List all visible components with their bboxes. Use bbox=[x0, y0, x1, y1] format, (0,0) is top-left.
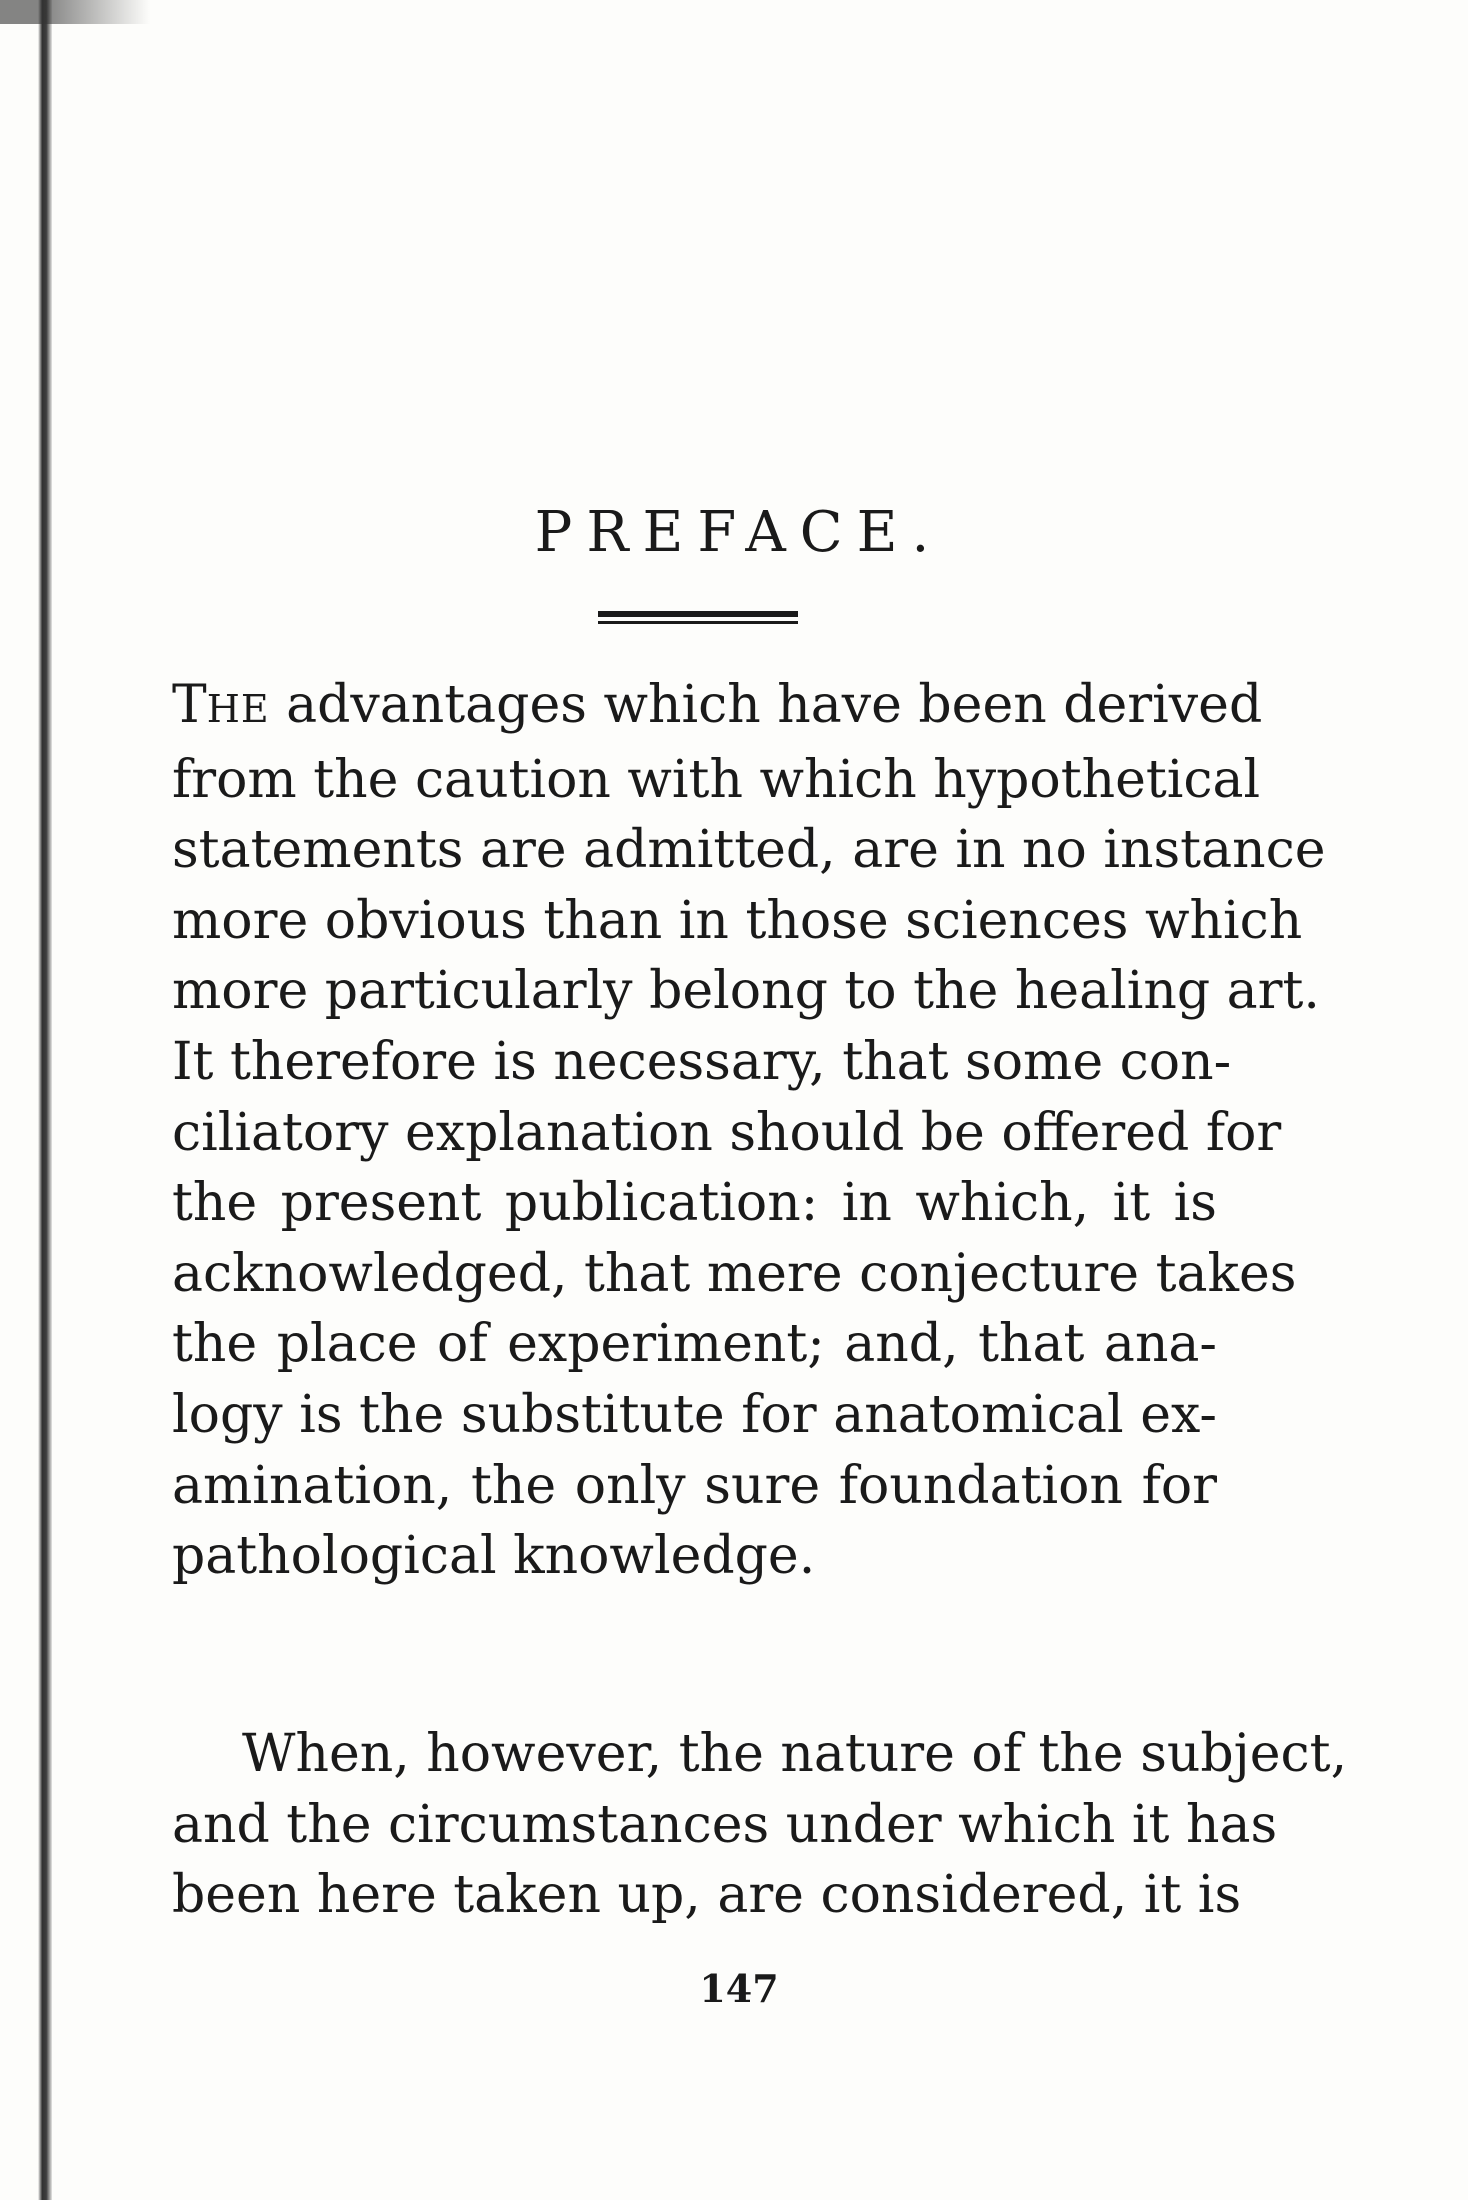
paragraph-1-line-4: more obvious than in those sciences which bbox=[172, 890, 1303, 951]
book-spine-shadow bbox=[38, 0, 52, 2200]
paragraph-1-line-10: the place of experiment; and, that ana- bbox=[172, 1314, 1217, 1375]
paragraph-1-line-2: from the caution with which hypothetical bbox=[172, 749, 1261, 810]
paragraph-1-line-6: It therefore is necessary, that some con- bbox=[172, 1031, 1232, 1092]
paragraph-1-line-3: statements are admitted, are in no instance bbox=[172, 820, 1326, 881]
paragraph-2-line-3: been here taken up, are considered, it is bbox=[172, 1865, 1242, 1926]
paragraph-1-line-9: acknowledged, that mere conjecture takes bbox=[172, 1243, 1297, 1304]
paragraph-1-line-1: THE advantages which have been derived bbox=[172, 675, 1263, 735]
small-caps-rest: HE bbox=[206, 687, 270, 731]
paragraph-1-line-7: ciliatory explanation should be offered for bbox=[172, 1102, 1282, 1163]
heading-double-rule bbox=[598, 611, 798, 624]
paragraph-1-line-13: pathological knowledge. bbox=[172, 1526, 816, 1587]
paragraph-2 bbox=[172, 1719, 1348, 1931]
paragraph-1-line-8: the present publication: in which, it is bbox=[172, 1173, 1217, 1234]
paragraph-1-line-5: more particularly belong to the healing art. bbox=[172, 961, 1320, 1022]
paragraph-1-line-11: logy is the substitute for anatomical ex- bbox=[172, 1384, 1217, 1445]
paragraph-2-line-1: When, however, the nature of the subject, bbox=[242, 1724, 1348, 1784]
page-number: 147 bbox=[699, 1966, 779, 2011]
small-caps-initial: T bbox=[172, 675, 207, 735]
scan-edge-mark bbox=[0, 0, 150, 24]
paragraph-1-line-12: amination, the only sure foundation for bbox=[172, 1455, 1217, 1516]
paragraph-2-line-2: and the circumstances under which it has bbox=[172, 1794, 1278, 1855]
page-heading: PREFACE. bbox=[534, 500, 944, 565]
paragraph-1 bbox=[172, 670, 1326, 1592]
